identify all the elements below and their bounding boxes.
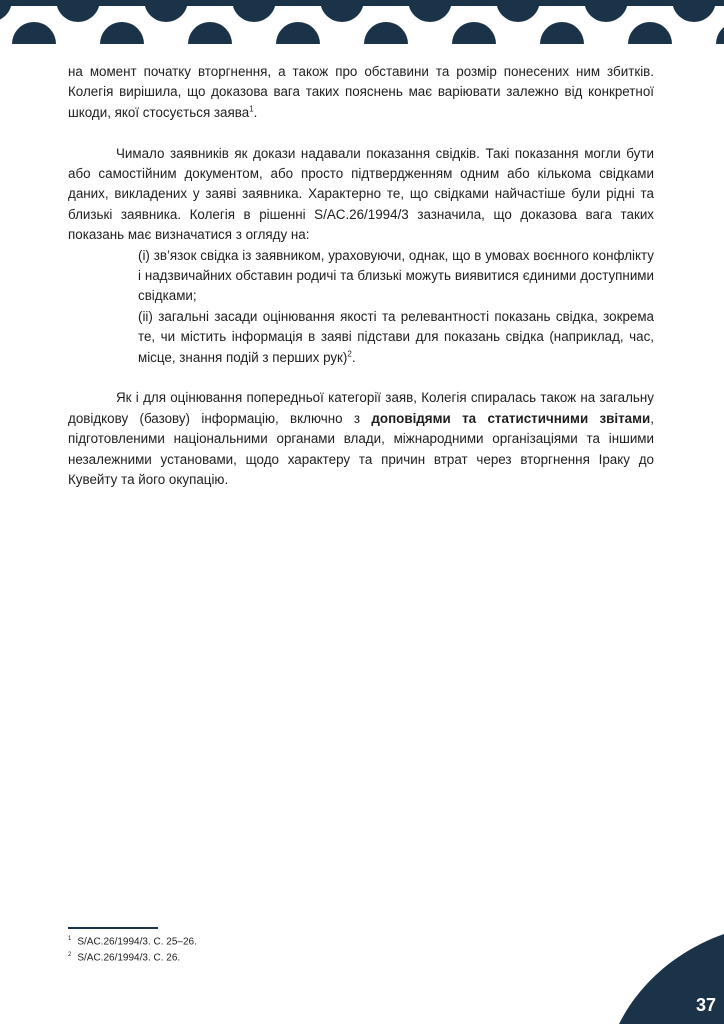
paragraph-1-end: .: [253, 104, 258, 120]
paragraph-2-text: Чимало заявників як докази надавали показання свідків. Такі показання могли бути або самостійним документом, або просто підтвердженням одним або кількома свідками даних, викладених у заяві заявника. Характерно те, що свідками найчастіше були рідні та близькі заявника. Колегія в рішенні S/AC.26/1994/3 зазначила, що доказова вага таких показань має визначатися з огляду на:: [68, 145, 654, 243]
footnote-number: 1: [68, 936, 72, 942]
header-decorative-band: [0, 0, 724, 44]
list-item-end: .: [351, 349, 356, 365]
paragraph-1: [68, 62, 654, 123]
wave-top-bar: [0, 0, 724, 6]
list-item-text: (i) зв’язок свідка із заявником, ураховуючи, однак, що в умовах воєнного конфлікту і надзвичайних обставин родичі та близькі можуть виявитися єдиними доступними свідками;: [138, 247, 654, 304]
wave-shape-up: [540, 22, 584, 44]
footnote-ref-2[interactable]: 2: [347, 349, 352, 359]
footnote-text: S/AC.26/1994/3. С. 25–26.: [77, 936, 197, 948]
list-item: [138, 246, 654, 307]
paragraph-3-text-a: Як і для оцінювання попередньої категорії заяв, Колегія спиралась також на загальну довідкову (базову) інформацію, включно з: [68, 390, 654, 426]
header-wave-pattern: [0, 0, 724, 44]
list-item: [138, 307, 654, 368]
wave-shape-up: [628, 22, 672, 44]
footnote-ref-1[interactable]: 1: [249, 104, 254, 114]
footnote: [68, 949, 197, 965]
wave-shape-up: [100, 22, 144, 44]
page-body: [68, 62, 654, 491]
footnote-text: S/AC.26/1994/3. С. 26.: [77, 952, 181, 964]
footnote-divider: [68, 927, 158, 929]
paragraph-3-bold: доповідями та статистичними звітами: [371, 410, 651, 426]
paragraph-3-text-b: , підготовленими національними органами влади, міжнародними організаціями та іншими незалежними установами, щодо характеру та причин втрат через вторгнення Іраку до Кувейту та його окупацію.: [68, 410, 655, 488]
wave-shape-up: [364, 22, 408, 44]
list-item-text: (ii) загальні засади оцінювання якості та релевантності показань свідка, зокрема те, чи містить інформація в заяві підстави для показань свідка (наприклад, час, місце, знання подій з перших рук): [138, 308, 654, 365]
paragraph-3: [68, 388, 654, 490]
criteria-list: [138, 246, 654, 368]
wave-shape-up: [188, 22, 232, 44]
paragraph-1-text: на момент початку вторгнення, а також про обставини та розмір понесених ним збитків. Колегія вирішила, що доказова вага таких пояснень має варіювати залежно від конкретної шкоди, якої стосується заява: [68, 64, 654, 120]
wave-shape-up: [716, 22, 724, 44]
footnote: [68, 933, 197, 949]
paragraph-2: [68, 144, 654, 246]
footnote-number: 2: [68, 951, 72, 958]
footnotes: [68, 933, 197, 965]
wave-shape-up: [452, 22, 496, 44]
wave-shape-up: [12, 22, 56, 44]
wave-shape-up: [276, 22, 320, 44]
page-number: 37: [695, 995, 716, 1015]
